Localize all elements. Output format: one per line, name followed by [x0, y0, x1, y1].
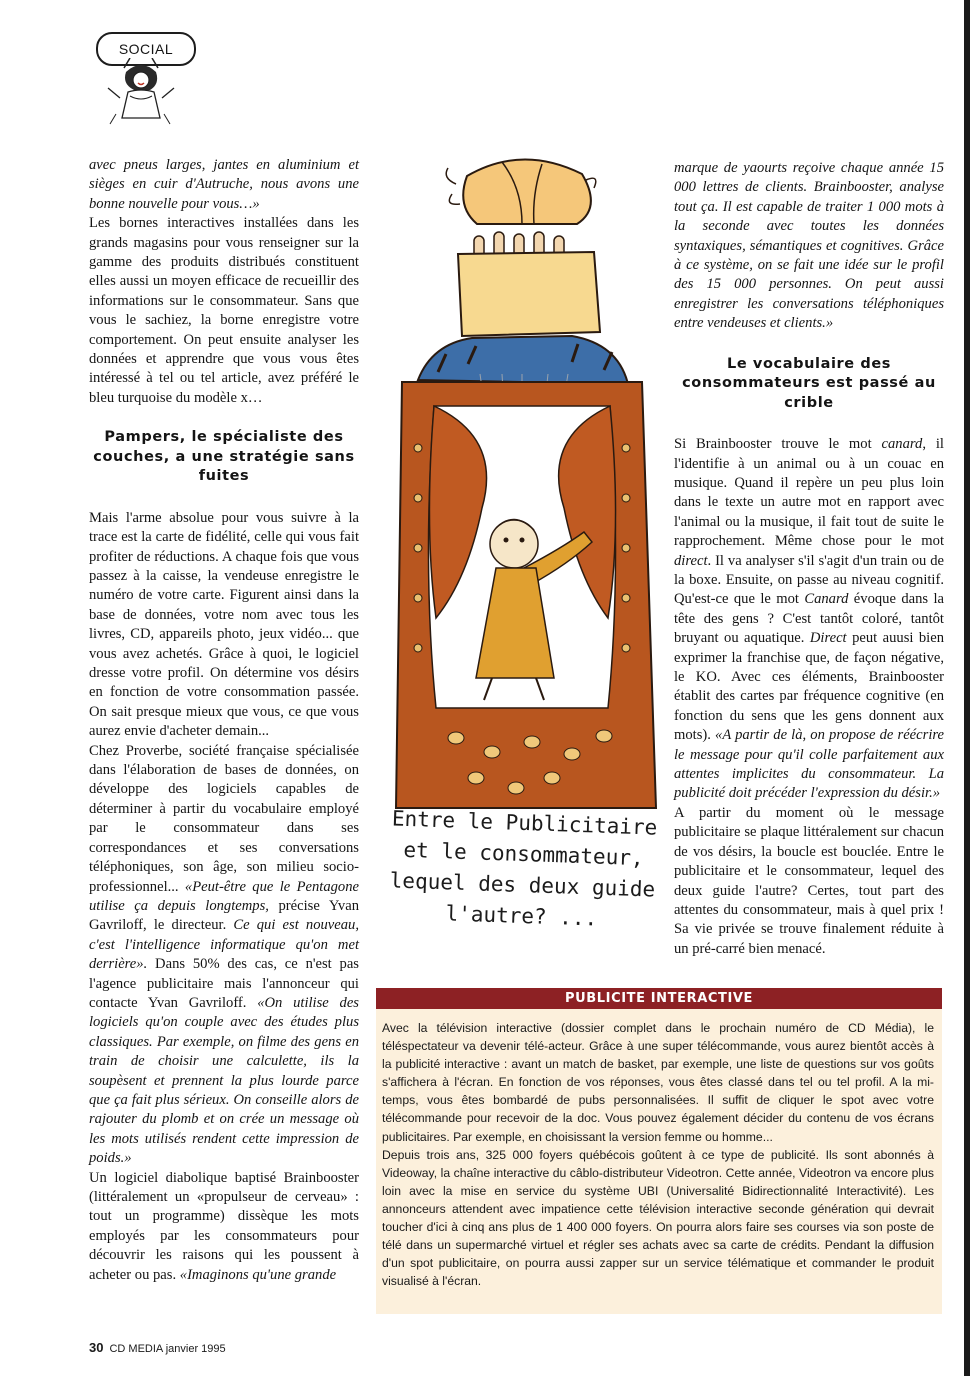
caption-line: lequel des deux guide	[389, 868, 656, 902]
text-run: . Il va analyser s'il s'agit d'un train ou de la boxe. Ensuite, on passe au niveau cognitif. Qu'est-ce que le mot	[674, 552, 944, 608]
article-column-left	[89, 156, 359, 1285]
text-run: Dans 50% des cas, ce n'est pas l'agence publicitaire mais l'annonceur qui contacte Yvan Gavriloff.	[89, 956, 359, 1011]
sidebar-box	[376, 988, 942, 1314]
text-run: peut auusi bien exprimer la franchise que, de façon négative, le KO. Avec ces éléments, Brainbooster établit des cartes par fréquence cognitive (en fonction du sens que les gens donnent aux mots).	[674, 630, 944, 744]
text-run: précise Yvan Gavriloff, le directeur.	[89, 897, 359, 934]
article-column-right	[674, 159, 944, 959]
sidebar-title: PUBLICITE INTERACTIVE	[376, 988, 942, 1009]
caption-line: et le consommateur,	[403, 837, 645, 871]
quote-run: «Imaginons qu'une grande	[179, 1266, 337, 1283]
paragraph	[674, 435, 944, 804]
rubric-label: SOCIAL	[96, 32, 196, 66]
paragraph: A partir du moment où le message publicitaire se plaque littéralement sur chacun de vos désirs, la boucle est bouclée. Entre le publicitaire et le consommateur, lequel des deux guide l'autre? Certes, tout part des attentes du consommateur, mais à quel prix ! Sa vie privée se trouve finalement réduite à un pré-carré bien menacé.	[674, 804, 944, 957]
paragraph	[89, 742, 359, 1169]
emphasis-run: direct	[674, 552, 708, 569]
quote-run: «A partir de là, on propose de réécrire le message pour qu'il colle parfaitement aux attentes implicites du consommateur. La publicité doit précéder l'expression du désir.»	[674, 727, 944, 802]
section-heading: Pampers, le spécialiste des couches, a une stratégie sans fuites	[93, 429, 355, 485]
text-run: évoque dans la tête des gens ? C'est tantôt coloré, tantôt bruyant ou aquatique.	[674, 591, 944, 647]
caption-line: l'autre? ...	[445, 901, 598, 931]
emphasis-run: Direct	[809, 630, 847, 647]
text-run: , il l'identifie à un animal ou à un couac en musique. Quand il repère un peu plus loin dans le texte un autre mot en rapport avec l'animal ou la musique, il fait tout de suite le rapprochement. Même chose pour le mot	[674, 436, 944, 550]
woman-sketch-icon	[90, 58, 200, 128]
puppet-theatre-illustration	[372, 148, 668, 820]
section-heading: Le vocabulaire des consommateurs est passé au crible	[682, 355, 936, 411]
caption-line: Entre le Publicitaire	[391, 806, 658, 840]
illustration-caption	[376, 803, 670, 937]
emphasis-run: Canard	[804, 591, 849, 608]
text-run: Si Brainbooster trouve le mot	[674, 436, 882, 453]
section-rubric	[90, 28, 200, 128]
quote-run: Ce qui est nouveau, c'est l'intelligence informatique qu'on met derrière».	[89, 917, 359, 973]
sidebar-body	[376, 1009, 942, 1290]
paragraph: Les bornes interactives installées dans les grands magasins pour vous renseigner sur la gamme des produits distribués constituent elles aussi un moyen efficace de recueillir des informations sur le consommateur. Sans que vous le sachiez, la borne enregistre votre comportement. On peut ensuite analyser les données et apprendre que vous vous êtes intéressé à tel ou tel article, avez préféré le bleu turquoise du modèle x…	[89, 215, 359, 406]
text-run: Un logiciel diabolique baptisé Brainbooster (littéralement un «propulseur de cerveau» : tout un programme) dissèque les mots employés par les consommateurs pour découvrir les raisons qui les poussent à acheter ou pas.	[89, 1169, 359, 1283]
paragraph: avec pneus larges, jantes en aluminium et sièges en cuir d'Autruche, nous avons une bonne nouvelle pour vous…»	[89, 157, 359, 212]
paragraph: marque de yaourts reçoive chaque année 15 000 lettres de clients. Brainbooster, analyse tout ça. Il est capable de traiter 1 000 mots à la seconde avec toutes les données syntaxiques, sémantiques et cognitives. Grâce à ce système, on se fait une idée sur le profil des 15 000 personnes. On peut aussi enregistrer les conversations téléphoniques entre vendeuses et clients.»	[674, 160, 944, 332]
page-number: 30	[89, 1340, 104, 1355]
page-edge	[964, 0, 970, 1376]
publication-info: CD MEDIA janvier 1995	[109, 1343, 226, 1355]
paragraph	[89, 1169, 359, 1285]
page-footer	[89, 1340, 226, 1355]
quote-run: «On utilise des logiciels qu'on couple avec des études plus classiques. Par exemple, on filme des gens en train de choisir une calculette, ils la soupèsent et prennent la plus lourde parce que ça fait plus sérieux. On conseille alors de rajouter du plomb et on crée un message où les mots utilisés rendent cette impression de poids.»	[89, 994, 359, 1167]
emphasis-run: canard	[881, 436, 923, 453]
paragraph: Mais l'arme absolue pour vous suivre à la trace est la carte de fidélité, celle qui vous fait profiter de réductions. A chaque fois que vous passez à la caisse, la vendeuse enregistre le numéro de votre carte. Figurent ainsi dans la base de données, votre nom avec tous les livres, CD, appareils photo, jeux vidéo... que vous avez achetés. Grâce à quoi, le logiciel dresse votre profil. On détermine vos désirs en fonction de votre consommation passée. On sait presque mieux que vous, ce que vous aurez envie d'acheter demain...	[89, 509, 359, 740]
text-run: Chez Proverbe, société française spécialisée dans l'élaboration de bases de données, on développe des logiciels capables de déterminer à partir du vocabulaire employé par le consommateur dans ses correspondances et ses conversations téléphoniques, son âge, son milieu socio-professionnel...	[89, 742, 359, 895]
paragraph: Depuis trois ans, 325 000 foyers québécois goûtent à ce type de publicité. Ils sont abonnés à Videoway, la chaîne interactive du câblo-distributeur Videotron. Cette année, Videotron va encore plus loin avec la mise en service du système UBI (Universalité Bidirectionnalité Interactivité). Les annonceurs attendent avec impatience cette télévision interactive seconde génération qui devrait toucher d'ici à cinq ans plus de 1 400 000 foyers. On pourra alors faire ses courses via son poste de télé dans un supermarché virtuel et régler ses achats avec sa carte de crédits. Pendant la diffusion d'un spot publicitaire, on pourra aussi zapper sur un service télématique et commander le produit visualisé à l'écran.	[382, 1147, 934, 1289]
paragraph: Avec la télévision interactive (dossier complet dans le prochain numéro de CD Média), le téléspectateur va devenir télé-acteur. Grâce à une super télécommande, vous aurez bientôt accès à la publicité interactive : avant un match de basket, par exemple, une liste de questions sur vos goûts s'affichera à l'écran. En fonction de vos réponses, vous êtes classé dans tel ou tel profil. A la mi-temps, vous êtes bombardé de pubs personnalisées. Il suffit de cliquer le spot avec votre télécommande pour recevoir de la doc. Vous pouvez également décider du contenu de vos écrans publicitaires. Par exemple, en choisissant la version femme ou homme...	[382, 1021, 934, 1144]
quote-run: «Peut-être que le Pentagone utilise ça depuis longtemps,	[89, 878, 359, 914]
